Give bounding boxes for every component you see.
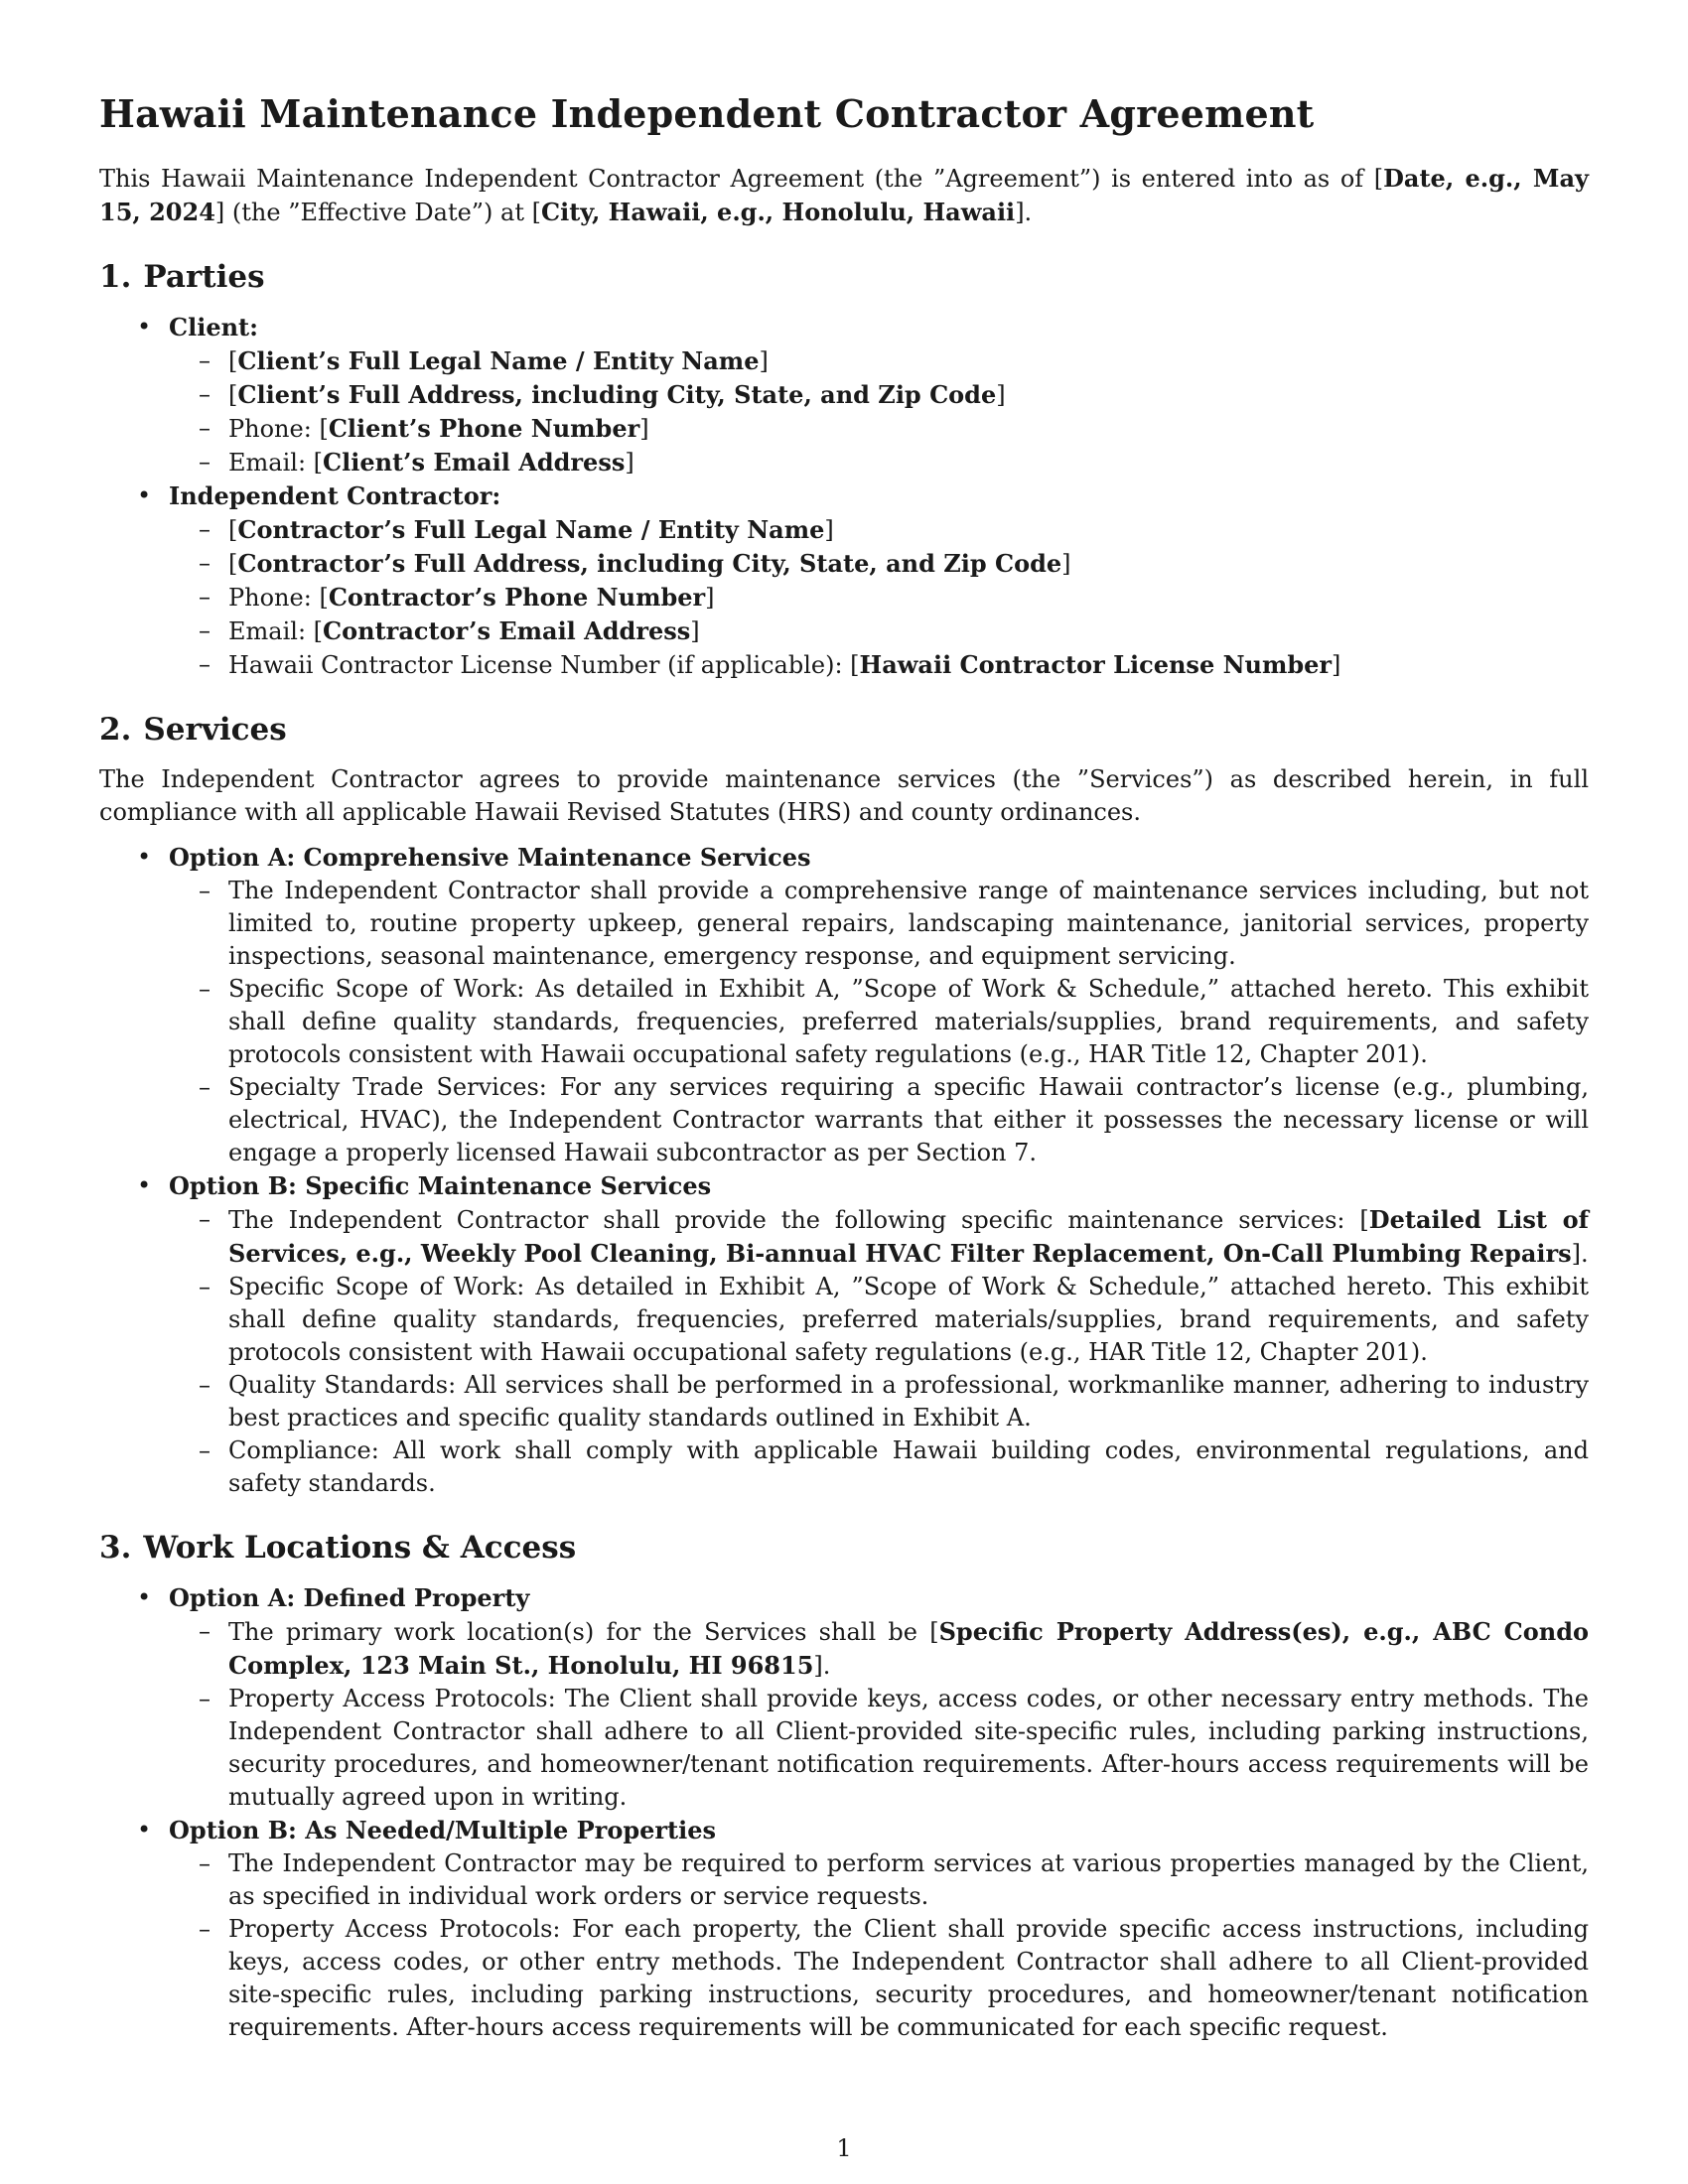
section-heading-work-locations: 3. Work Locations & Access — [99, 1530, 577, 1566]
list-item: – Phone: [Contractor’s Phone Number] — [169, 581, 1589, 614]
list-item: – Compliance: All work shall comply with applicable Hawaii building codes, environmental regulations, and safety standards. — [169, 1434, 1589, 1500]
list-item: – Specific Scope of Work: As detailed in Exhibit A, ”Scope of Work & Schedule,” attached hereto. This exhibit shall define quality standards, frequencies, preferred materials/supplies, brand requirements, and safety protocols consistent with Hawaii occupational safety regulations (e.g., HAR Title 12, Chapter 201). — [169, 1271, 1589, 1369]
list-item: – Property Access Protocols: For each property, the Client shall provide specific access instructions, including keys, access codes, or other entry methods. The Independent Contractor shall adhere to all Client-provided site-specific rules, including parking instructions, security procedures, and homeowner/tenant notification requirements. After-hours access requirements will be communicated for each specific request. — [169, 1913, 1589, 2044]
list-item: – Specialty Trade Services: For any services requiring a specific Hawaii contractor’s license (e.g., plumbing, electrical, HVAC), the Independent Contractor warrants that either it possesses the necessary license or will engage a properly licensed Hawaii subcontractor as per Section 7. — [169, 1071, 1589, 1169]
services-intro: The Independent Contractor agrees to provide maintenance services (the ”Services”) as described herein, in full compliance with all applicable Hawaii Revised Statutes (HRS) and county ordinances. — [99, 765, 1589, 826]
list-item: – [Contractor’s Full Legal Name / Entity Name] — [169, 513, 1589, 547]
list-item: – Email: [Contractor’s Email Address] — [169, 614, 1589, 648]
list-item: – The Independent Contractor shall provide the following specific maintenance services: [Detailed List of Services, e.g., Weekly Pool Cleaning, Bi-annual HVAC Filter Replacement, On-Call Plumbing Repairs]. — [169, 1203, 1589, 1271]
list-item: – Email: [Client’s Email Address] — [169, 446, 1589, 479]
list-item: – The primary work location(s) for the Services shall be [Specific Property Address(es), e.g., ABC Condo Complex, 123 Main St., Honolulu, HI 96815]. — [169, 1615, 1589, 1683]
locations-option-b: • Option B: As Needed/Multiple Properties – The Independent Contractor may be required to perform services at various properties managed by the Client, as specified in individual work orders or service requests. – Property Access Protocols: For each property, the Client shall provide specific access instructions, including keys, access codes, or other entry methods. The Independent Contractor shall adhere to all Client-provided site-specific rules, including parking instructions, security procedures, and homeowner/tenant notification requirements. After-hours access requirements will be communicated for each specific request. — [99, 1814, 1589, 2044]
list-item: – [Client’s Full Legal Name / Entity Name] — [169, 344, 1589, 378]
list-item: – Property Access Protocols: The Client shall provide keys, access codes, or other necessary entry methods. The Independent Contractor shall adhere to all Client-provided site-specific rules, including parking instructions, security procedures, and homeowner/tenant notification requirements. After-hours access requirements will be mutually agreed upon in writing. — [169, 1683, 1589, 1814]
document-title: Hawaii Maintenance Independent Contractor Agreement — [99, 91, 1315, 136]
contractor-block — [99, 479, 1589, 682]
list-item: – Hawaii Contractor License Number (if applicable): [Hawaii Contractor License Number] — [169, 648, 1589, 682]
section-heading-services: 2. Services — [99, 712, 287, 748]
client-label: Client: — [169, 313, 258, 341]
locations-option-a: • Option A: Defined Property – The primary work location(s) for the Services shall be [Specific Property Address(es), e.g., ABC Condo Complex, 123 Main St., Honolulu, HI 96815]. – Property Access Protocols: The Client shall provide keys, access codes, or other necessary entry methods. The Independent Contractor shall adhere to all Client-provided site-specific rules, including parking instructions, security procedures, and homeowner/tenant notification requirements. After-hours access requirements will be mutually agreed upon in writing. — [99, 1581, 1589, 1814]
services-options-list — [99, 841, 1589, 1500]
client-block — [99, 311, 1589, 479]
services-option-a: • Option A: Comprehensive Maintenance Services – The Independent Contractor shall provide a comprehensive range of maintenance services including, but not limited to, routine property upkeep, general repairs, landscaping maintenance, janitorial services, property inspections, seasonal maintenance, emergency response, and equipment servicing. – Specific Scope of Work: As detailed in Exhibit A, ”Scope of Work & Schedule,” attached hereto. This exhibit shall define quality standards, frequencies, preferred materials/supplies, brand requirements, and safety protocols consistent with Hawaii occupational safety regulations (e.g., HAR Title 12, Chapter 201). – Specialty Trade Services: For any services requiring a specific Hawaii contractor’s license (e.g., plumbing, electrical, HVAC), the Independent Contractor warrants that either it possesses the necessary license or will engage a properly licensed Hawaii subcontractor as per Section 7. — [99, 841, 1589, 1169]
contractor-label: Independent Contractor: — [169, 481, 501, 510]
list-item: – [Client’s Full Address, including City, State, and Zip Code] — [169, 378, 1589, 412]
page-number: 1 — [836, 2134, 852, 2162]
list-item: – Specific Scope of Work: As detailed in Exhibit A, ”Scope of Work & Schedule,” attached hereto. This exhibit shall define quality standards, frequencies, preferred materials/supplies, brand requirements, and safety protocols consistent with Hawaii occupational safety regulations (e.g., HAR Title 12, Chapter 201). — [169, 973, 1589, 1071]
list-item: – The Independent Contractor may be required to perform services at various properties managed by the Client, as specified in individual work orders or service requests. — [169, 1847, 1589, 1913]
services-option-b: • Option B: Specific Maintenance Services – The Independent Contractor shall provide the following specific maintenance services: [Detailed List of Services, e.g., Weekly Pool Cleaning, Bi-annual HVAC Filter Replacement, On-Call Plumbing Repairs]. – Specific Scope of Work: As detailed in Exhibit A, ”Scope of Work & Schedule,” attached hereto. This exhibit shall define quality standards, frequencies, preferred materials/supplies, brand requirements, and safety protocols consistent with Hawaii occupational safety regulations (e.g., HAR Title 12, Chapter 201). – Quality Standards: All services shall be performed in a professional, workmanlike manner, adhering to industry best practices and specific quality standards outlined in Exhibit A. – Compliance: All work shall comply with applicable Hawaii building codes, environmental regulations, and safety standards. — [99, 1169, 1589, 1500]
section-heading-parties: 1. Parties — [99, 259, 265, 295]
list-item: – Phone: [Client’s Phone Number] — [169, 412, 1589, 446]
list-item: – Quality Standards: All services shall be performed in a professional, workmanlike manner, adhering to industry best practices and specific quality standards outlined in Exhibit A. — [169, 1369, 1589, 1434]
list-item: – [Contractor’s Full Address, including City, State, and Zip Code] — [169, 547, 1589, 581]
locations-options-list — [99, 1581, 1589, 2044]
parties-list — [99, 311, 1589, 682]
intro-paragraph: This Hawaii Maintenance Independent Contractor Agreement (the ”Agreement”) is entered into as of [Date, e.g., May 15, 2024] (the ”Effective Date”) at [City, Hawaii, e.g., Honolulu, Hawaii]. — [99, 164, 1589, 226]
list-item: – The Independent Contractor shall provide a comprehensive range of maintenance services including, but not limited to, routine property upkeep, general repairs, landscaping maintenance, janitorial services, property inspections, seasonal maintenance, emergency response, and equipment servicing. — [169, 875, 1589, 973]
document-page — [99, 79, 1589, 2044]
city-placeholder: City, Hawaii, e.g., Honolulu, Hawaii — [541, 198, 1016, 226]
effective-date-placeholder: Date, e.g., May 15, 2024 — [99, 164, 1589, 226]
